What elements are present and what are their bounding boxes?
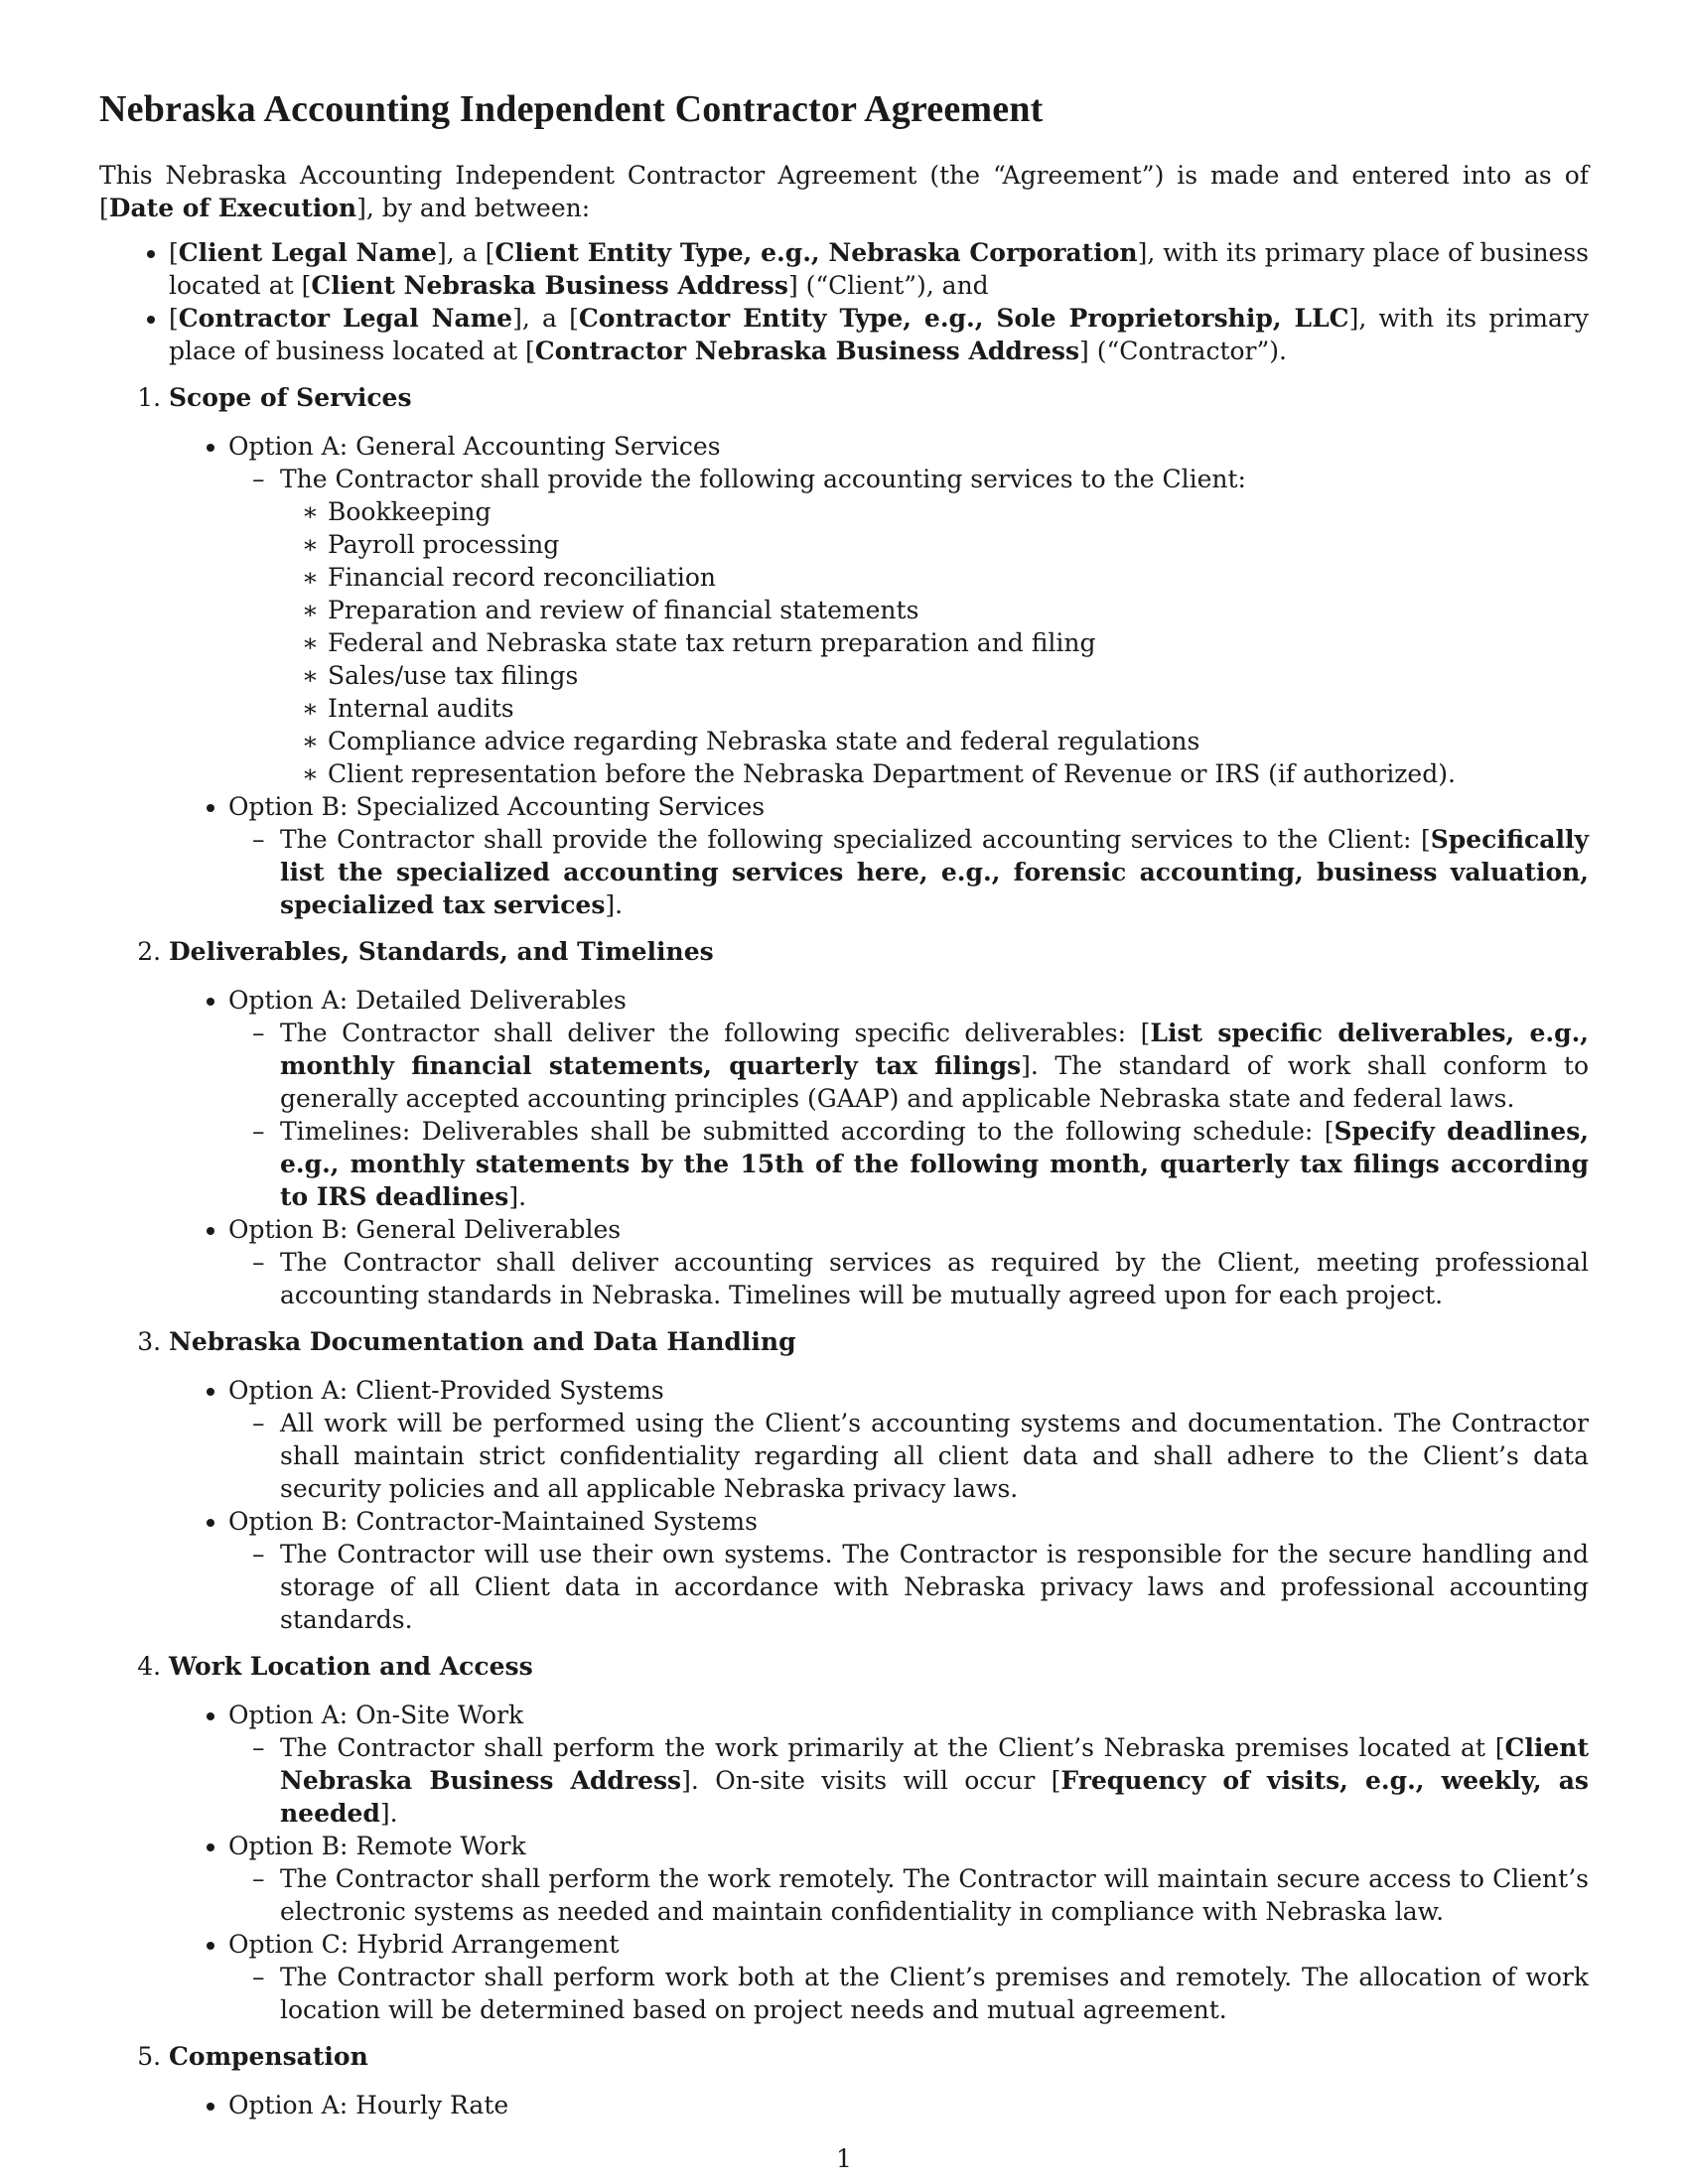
option-item: • Option B: Contractor-Maintained Systems – The Contractor will use their own systems. The Contractor is responsible for the secure handling and storage of all Client data in accordance with Nebraska privacy laws and professional accounting standards. bbox=[228, 1505, 1589, 1636]
document-page bbox=[99, 87, 1589, 2135]
service-item: ∗ Compliance advice regarding Nebraska state and federal regulations bbox=[328, 725, 1589, 757]
section-data-handling bbox=[169, 1325, 1589, 1636]
section-title: 3. Nebraska Documentation and Data Handling bbox=[169, 1326, 796, 1356]
section-title: 1. Scope of Services bbox=[169, 382, 412, 412]
client-entity-placeholder: Client Entity Type, e.g., Nebraska Corporation bbox=[494, 237, 1138, 267]
option-item: • Option A: Detailed Deliverables – The Contractor shall deliver the following specific deliverables: [List specific deliverables, e.g., monthly financial statements, quarterly tax filings]. The standard of work shall conform to generally accepted accounting principles (GAAP) and applicable Nebraska state and federal laws. – Timelines: Deliverables shall be submitted according to the following schedule: [Specify deadlines, e.g., monthly statements by the 15th of the following month, quarterly tax filings according to IRS deadlines]. bbox=[228, 984, 1589, 1213]
client-name-placeholder: Client Legal Name bbox=[178, 237, 437, 267]
intro-text: This Nebraska Accounting Independent Contractor Agreement (the “Agreement”) is made and entered into as of [ bbox=[99, 160, 1589, 222]
page-number: 1 bbox=[836, 2144, 852, 2173]
option-detail: – The Contractor shall deliver the following specific deliverables: [List specific deliverables, e.g., monthly financial statements, quarterly tax filings]. The standard of work shall conform to generally accepted accounting principles (GAAP) and applicable Nebraska state and federal laws. bbox=[280, 1017, 1589, 1115]
section-title: 2. Deliverables, Standards, and Timelines bbox=[169, 936, 714, 966]
party-contractor: • [Contractor Legal Name], a [Contractor Entity Type, e.g., Sole Proprietorship, LLC], with its primary place of business located at [Contractor Nebraska Business Address] (“Contractor”). bbox=[169, 302, 1589, 367]
services-list bbox=[280, 495, 1589, 790]
section-scope bbox=[169, 381, 1589, 921]
service-item: ∗ Internal audits bbox=[328, 692, 1589, 725]
service-item: ∗ Preparation and review of financial statements bbox=[328, 594, 1589, 626]
party-client: • [Client Legal Name], a [Client Entity Type, e.g., Nebraska Corporation], with its primary place of business located at [Client Nebraska Business Address] (“Client”), and bbox=[169, 236, 1589, 302]
section-deliverables bbox=[169, 935, 1589, 1311]
parties-list bbox=[99, 236, 1589, 367]
option-detail: – The Contractor shall perform work both at the Client’s premises and remotely. The allocation of work location will be determined based on project needs and mutual agreement. bbox=[280, 1961, 1589, 2026]
option-item: • Option B: Specialized Accounting Services – The Contractor shall provide the following specialized accounting services to the Client: [Specifically list the specialized accounting services here, e.g., forensic accounting, business valuation, specialized tax services]. bbox=[228, 790, 1589, 921]
client-address-placeholder: Client Nebraska Business Address bbox=[311, 270, 788, 300]
service-item: ∗ Payroll processing bbox=[328, 528, 1589, 561]
option-detail: – The Contractor shall perform the work remotely. The Contractor will maintain secure access to Client’s electronic systems as needed and maintain confidentiality in compliance with Nebraska law. bbox=[280, 1862, 1589, 1928]
service-item: ∗ Sales/use tax filings bbox=[328, 659, 1589, 692]
option-item: • Option B: General Deliverables – The Contractor shall deliver accounting services as required by the Client, meeting professional accounting standards in Nebraska. Timelines will be mutually agreed upon for each project. bbox=[228, 1213, 1589, 1311]
service-item: ∗ Bookkeeping bbox=[328, 495, 1589, 528]
date-placeholder: Date of Execution bbox=[108, 193, 357, 222]
contractor-entity-placeholder: Contractor Entity Type, e.g., Sole Proprietorship, LLC bbox=[578, 303, 1349, 333]
section-compensation bbox=[169, 2040, 1589, 2121]
option-detail: – The Contractor shall provide the following accounting services to the Client: ∗ Bookkeeping ∗ Payroll processing ∗ Financial record reconciliation ∗ Preparation and review of financial statements ∗ Federal and Nebraska state tax return preparation and filing ∗ Sales/use tax filings ∗ Internal audits ∗ Compliance advice regarding Nebraska state and federal regulations ∗ Client representation before the Nebraska Department of Revenue or IRS (if authorized). bbox=[280, 463, 1589, 790]
document-title: Nebraska Accounting Independent Contractor Agreement bbox=[99, 88, 1044, 130]
service-item: ∗ Client representation before the Nebraska Department of Revenue or IRS (if authorized). bbox=[328, 757, 1589, 790]
option-detail: – The Contractor will use their own systems. The Contractor is responsible for the secure handling and storage of all Client data in accordance with Nebraska privacy laws and professional accounting standards. bbox=[280, 1538, 1589, 1636]
option-detail: – The Contractor shall perform the work primarily at the Client’s Nebraska premises located at [Client Nebraska Business Address]. On-site visits will occur [Frequency of visits, e.g., weekly, as needed]. bbox=[280, 1731, 1589, 1830]
section-title: 4. Work Location and Access bbox=[169, 1651, 533, 1681]
option-item: • Option A: Hourly Rate bbox=[228, 2089, 1589, 2121]
option-item: • Option C: Hybrid Arrangement – The Contractor shall perform work both at the Client’s premises and remotely. The allocation of work location will be determined based on project needs and mutual agreement. bbox=[228, 1928, 1589, 2026]
option-detail: – All work will be performed using the Client’s accounting systems and documentation. The Contractor shall maintain strict confidentiality regarding all client data and shall adhere to the Client’s data security policies and all applicable Nebraska privacy laws. bbox=[280, 1407, 1589, 1505]
option-detail: – The Contractor shall provide the following specialized accounting services to the Client: [Specifically list the specialized accounting services here, e.g., forensic accounting, business valuation, specialized tax services]. bbox=[280, 823, 1589, 921]
option-detail: – The Contractor shall deliver accounting services as required by the Client, meeting professional accounting standards in Nebraska. Timelines will be mutually agreed upon for each project. bbox=[280, 1246, 1589, 1311]
intro-paragraph bbox=[99, 159, 1589, 224]
section-title: 5. Compensation bbox=[169, 2041, 368, 2071]
option-item: • Option A: On-Site Work – The Contractor shall perform the work primarily at the Client’s Nebraska premises located at [Client Nebraska Business Address]. On-site visits will occur [Frequency of visits, e.g., weekly, as needed]. bbox=[228, 1699, 1589, 1830]
option-item: • Option A: General Accounting Services – The Contractor shall provide the following accounting services to the Client: ∗ Bookkeeping ∗ Payroll processing ∗ Financial record reconciliation ∗ Preparation and review of financial statements ∗ Federal and Nebraska state tax return preparation and filing ∗ Sales/use tax filings ∗ Internal audits ∗ Compliance advice regarding Nebraska state and federal regulations ∗ Client representation before the Nebraska Department of Revenue or IRS (if authorized). bbox=[228, 430, 1589, 790]
contractor-name-placeholder: Contractor Legal Name bbox=[178, 303, 513, 333]
service-item: ∗ Financial record reconciliation bbox=[328, 561, 1589, 594]
option-detail: – Timelines: Deliverables shall be submitted according to the following schedule: [Specify deadlines, e.g., monthly statements by the 15th of the following month, quarterly tax filings according to IRS deadlines]. bbox=[280, 1115, 1589, 1213]
option-item: • Option B: Remote Work – The Contractor shall perform the work remotely. The Contractor will maintain secure access to Client’s electronic systems as needed and maintain confidentiality in compliance with Nebraska law. bbox=[228, 1830, 1589, 1928]
intro-after: ], by and between: bbox=[356, 193, 591, 222]
contractor-address-placeholder: Contractor Nebraska Business Address bbox=[534, 336, 1080, 365]
sections-list bbox=[99, 381, 1589, 2121]
option-item: • Option A: Client-Provided Systems – All work will be performed using the Client’s accounting systems and documentation. The Contractor shall maintain strict confidentiality regarding all client data and shall adhere to the Client’s data security policies and all applicable Nebraska privacy laws. bbox=[228, 1374, 1589, 1505]
section-work-location bbox=[169, 1650, 1589, 2026]
service-item: ∗ Federal and Nebraska state tax return preparation and filing bbox=[328, 626, 1589, 659]
